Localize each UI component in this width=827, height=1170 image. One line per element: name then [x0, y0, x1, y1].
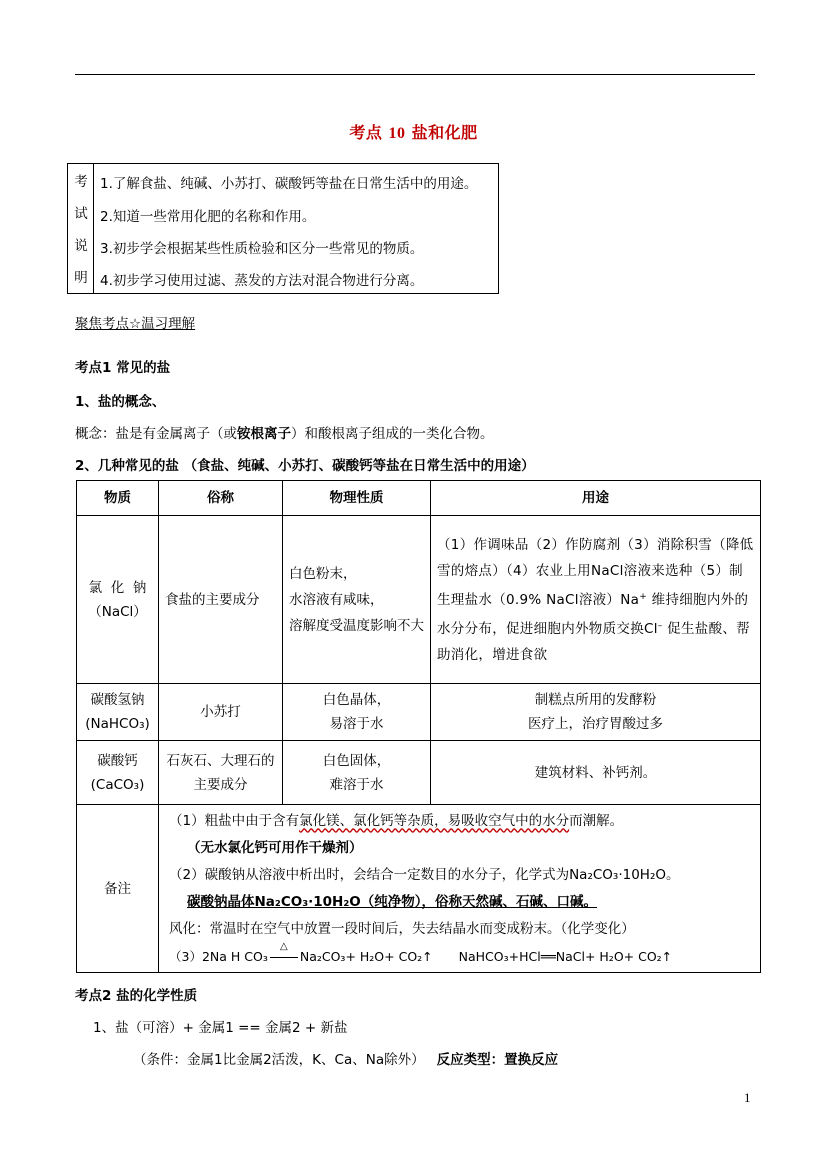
exam-requirements-box — [67, 163, 499, 294]
common-name-cell: 石灰石、大理石的主要成分 — [159, 741, 283, 805]
substance-cell: 氯 化 钠 （NaCl） — [77, 516, 159, 684]
reaction-condition: （条件：金属1比金属2活泼，K、Ca、Na除外） 反应类型：置换反应 — [133, 1052, 559, 1068]
requirement-item: 4.初步学习使用过滤、蒸发的方法对混合物进行分离。 — [100, 273, 424, 289]
concept-text: 概念：盐是有金属离子（或铵根离子）和酸根离子组成的一类化合物。 — [75, 426, 494, 442]
exam-label: 考 试 说 明 — [68, 164, 94, 293]
focus-link[interactable]: 聚焦考点☆温习理解 — [75, 316, 196, 332]
properties-cell: 白色粉末， 水溶液有咸味， 溶解度受温度影响不大 — [283, 516, 431, 684]
table-row — [77, 741, 761, 805]
note-line: （1）粗盐中由于含有氯化镁、氯化钙等杂质，易吸收空气中的水分而潮解。 — [169, 812, 624, 829]
table-row — [77, 684, 761, 741]
page-title: 考点 10 盐和化肥 — [349, 123, 478, 142]
equation-line: （3）2Na H CO₃ △ Na₂CO₃+ H₂O+ CO₂↑ NaHCO₃+HCl══NaCl+ H₂O+ CO₂↑ — [169, 940, 673, 964]
reaction-rule: 1、盐（可溶）+ 金属1 == 金属2 + 新盐 — [93, 1020, 348, 1036]
header-rule — [75, 74, 755, 75]
notes-label-cell: 备注 — [77, 805, 159, 973]
salts-table — [76, 480, 761, 973]
table-row — [77, 516, 761, 684]
column-header: 物理性质 — [283, 481, 431, 516]
note-line: 风化：常温时在空气中放置一段时间后，失去结晶水而变成粉末。（化学变化） — [169, 920, 635, 937]
notes-cell — [159, 805, 761, 973]
substance-cell: 碳酸钙 (CaCO₃) — [77, 741, 159, 805]
requirement-item: 1.了解食盐、纯碱、小苏打、碳酸钙等盐在日常生活中的用途。 — [100, 176, 478, 192]
column-header: 物质 — [77, 481, 159, 516]
uses-cell: （1）作调味品（2）作防腐剂（3）消除积雪（降低雪的熔点）（4）农业上用NaCl溶液来选种（5）制生理盐水（0.9% NaCl溶液）Na+ 维持细胞内外的水分分布，促进细胞内外物质交换Cl– 促生盐酸、帮助消化，增进食欲 — [431, 516, 761, 684]
subsection-heading: 1、盐的概念、 — [75, 394, 166, 410]
requirement-item: 3.初步学会根据某些性质检验和区分一些常见的物质。 — [100, 241, 424, 257]
page-number: 1 — [744, 1090, 751, 1105]
note-line: 碳酸钠晶体Na₂CO₃·10H₂O（纯净物），俗称天然碱、石碱、口碱。 — [187, 893, 597, 910]
common-name-cell: 食盐的主要成分 — [159, 516, 283, 684]
table-header-row — [77, 481, 761, 516]
subsection-heading: 2、几种常见的盐 （食盐、纯碱、小苏打、碳酸钙等盐在日常生活中的用途） — [75, 458, 535, 474]
section-heading: 考点1 常见的盐 — [75, 360, 171, 376]
properties-cell: 白色晶体， 易溶于水 — [283, 684, 431, 741]
uses-cell: 建筑材料、补钙剂。 — [431, 741, 761, 805]
substance-cell: 碳酸氢钠 (NaHCO₃) — [77, 684, 159, 741]
properties-cell: 白色固体， 难溶于水 — [283, 741, 431, 805]
uses-cell: 制糕点所用的发酵粉 医疗上，治疗胃酸过多 — [431, 684, 761, 741]
common-name-cell: 小苏打 — [159, 684, 283, 741]
column-header: 用途 — [431, 481, 761, 516]
column-header: 俗称 — [159, 481, 283, 516]
table-row — [77, 805, 761, 973]
section-heading: 考点2 盐的化学性质 — [75, 988, 198, 1004]
note-line: （2）碳酸钠从溶液中析出时，会结合一定数目的水分子，化学式为Na₂CO₃·10H₂O。 — [169, 866, 680, 883]
note-line: （无水氯化钙可用作干燥剂） — [187, 839, 363, 856]
requirement-item: 2.知道一些常用化肥的名称和作用。 — [100, 209, 316, 225]
